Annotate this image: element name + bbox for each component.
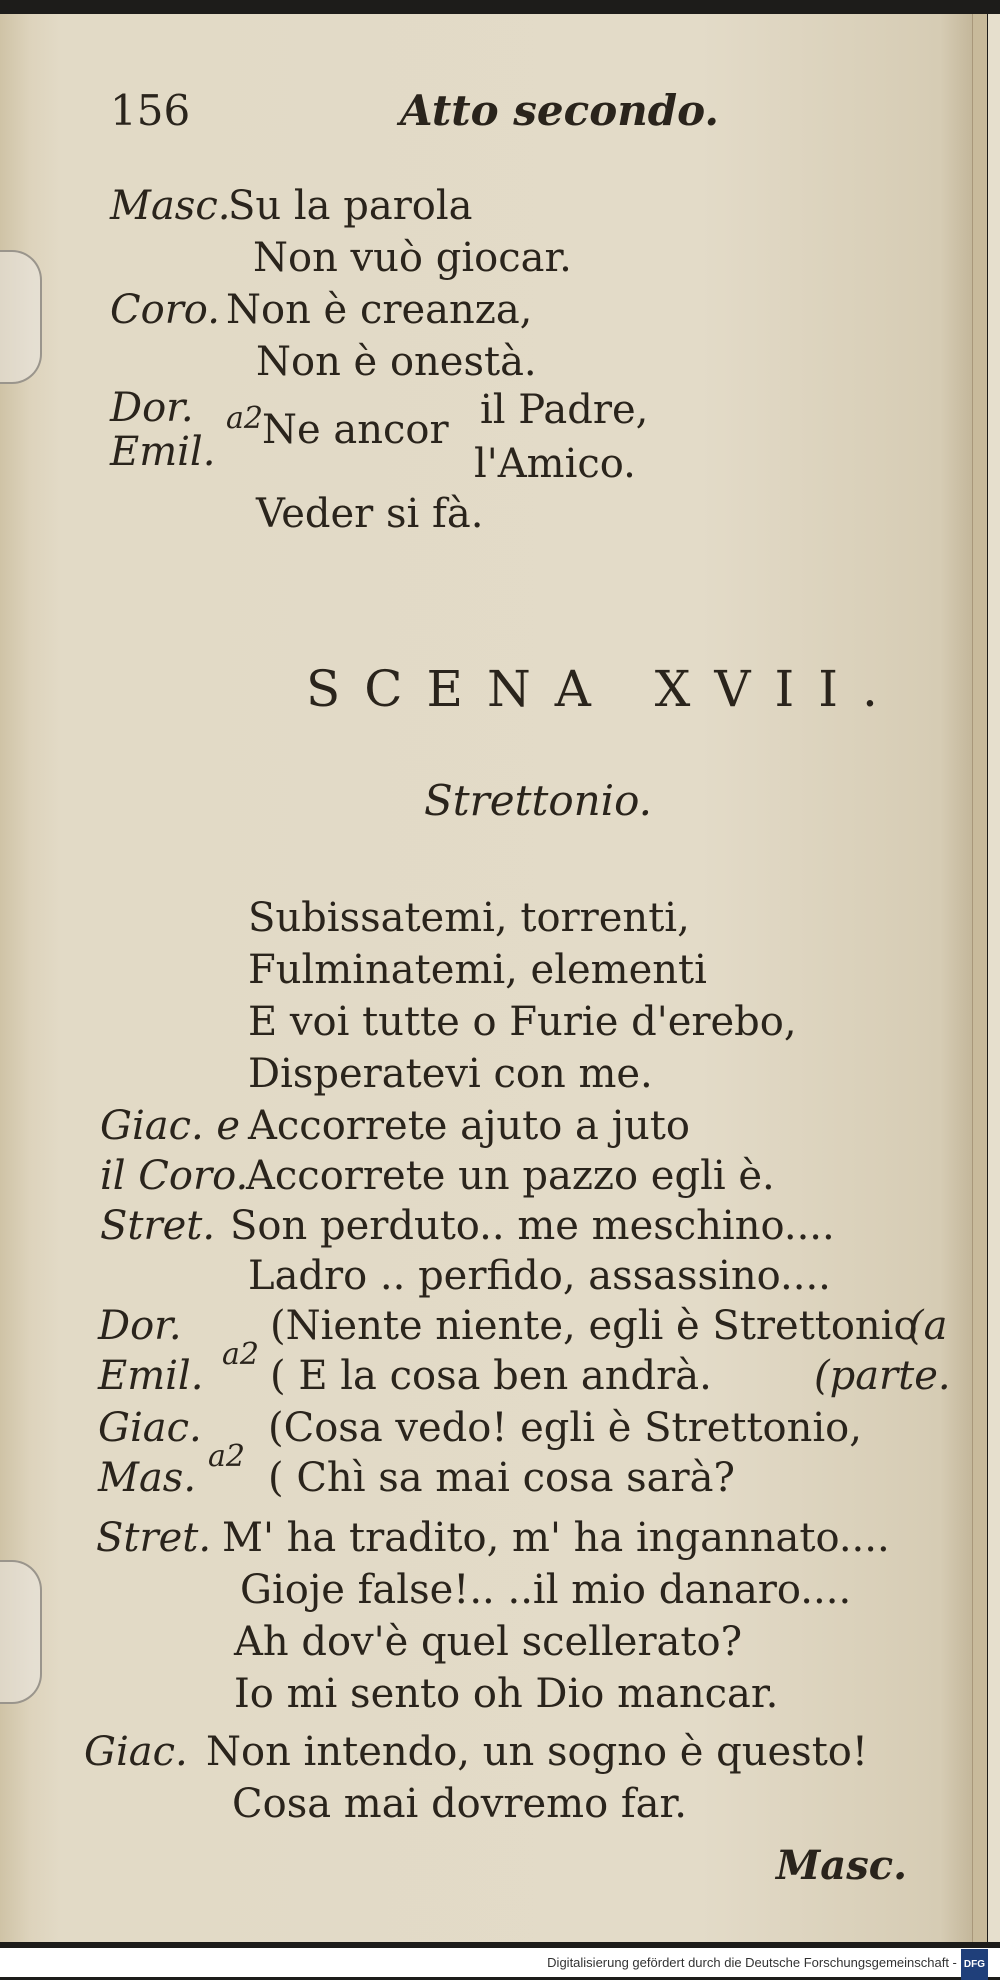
verse-line: Non è onestà. [256,339,537,385]
a2-marker: a2 [226,401,263,436]
speaker-label: Giac. e [100,1103,241,1149]
verse-line: Accorrete ajuto a juto [248,1103,690,1149]
verse-line: Su la parola [228,183,473,229]
stage-direction: (a [908,1303,948,1349]
speaker-label: Giac. [98,1405,202,1451]
dfg-logo: DFG [961,1949,988,1980]
speaker-label: Coro. [110,287,220,333]
speaker-label: Mas. [98,1455,197,1501]
verse-line: Non è creanza, [226,287,533,333]
speaker-label: Dor. [110,385,194,431]
verse-line: Ah dov'è quel scellerato? [234,1619,743,1665]
page-clip-bottom [0,1560,42,1704]
verse-line: Io mi sento oh Dio mancar. [234,1671,779,1717]
verse-line: Fulminatemi, elementi [248,947,707,993]
verse-line: ( Chì sa mai cosa sarà? [268,1455,735,1501]
verse-line: Subissatemi, torrenti, [248,895,690,941]
scene-title: SCENA XVII. [306,660,902,718]
stage-direction: (parte. [814,1353,951,1399]
scene-character: Strettonio. [424,776,653,825]
page-number: 156 [110,86,191,135]
digitization-footer [0,1948,1000,1977]
a2-marker: a2 [208,1439,245,1474]
verse-line: Son perduto.. me meschino.... [230,1203,835,1249]
verse-line: Ne ancor [262,407,449,453]
verse-line: (Niente niente, egli è Strettonio [270,1303,918,1349]
verse-line: (Cosa vedo! egli è Strettonio, [268,1405,862,1451]
funding-credit: Digitalisierung gefördert durch die Deutsche Forschungsgemeinschaft - [547,1955,957,1970]
verse-line: Cosa mai dovremo far. [232,1781,687,1827]
speaker-label: il Coro. [100,1153,249,1199]
verse-line: Ladro .. perfido, assassino.... [248,1253,831,1299]
verse-line: l'Amico. [474,441,636,487]
next-page-edge [988,14,1000,1942]
verse-line: Gioje false!.. ..il mio danaro.... [240,1567,852,1613]
speaker-label: Emil. [98,1353,204,1399]
speaker-label: Masc. [110,183,231,229]
speaker-label: Stret. [96,1515,212,1561]
verse-line: Accorrete un pazzo egli è. [246,1153,775,1199]
verse-line: Disperatevi con me. [248,1051,653,1097]
verse-line: ( E la cosa ben andrà. [270,1353,712,1399]
verse-line: Non vuò giocar. [253,235,572,281]
verse-line: il Padre, [480,387,649,433]
verse-line: E voi tutte o Furie d'erebo, [248,999,797,1045]
speaker-label: Stret. [100,1203,216,1249]
catchword: Masc. [776,1842,907,1889]
page-clip-top [0,250,42,384]
speaker-label: Dor. [98,1303,182,1349]
speaker-label: Giac. [84,1729,188,1775]
verse-line: Veder si fà. [256,491,484,537]
speaker-label: Emil. [110,429,216,475]
verse-line: M' ha tradito, m' ha ingannato.... [222,1515,890,1561]
verse-line: Non intendo, un sogno è questo! [206,1729,868,1775]
a2-marker: a2 [222,1337,259,1372]
page-edge-shadow [972,14,987,1942]
running-title: Atto secondo. [400,86,720,135]
